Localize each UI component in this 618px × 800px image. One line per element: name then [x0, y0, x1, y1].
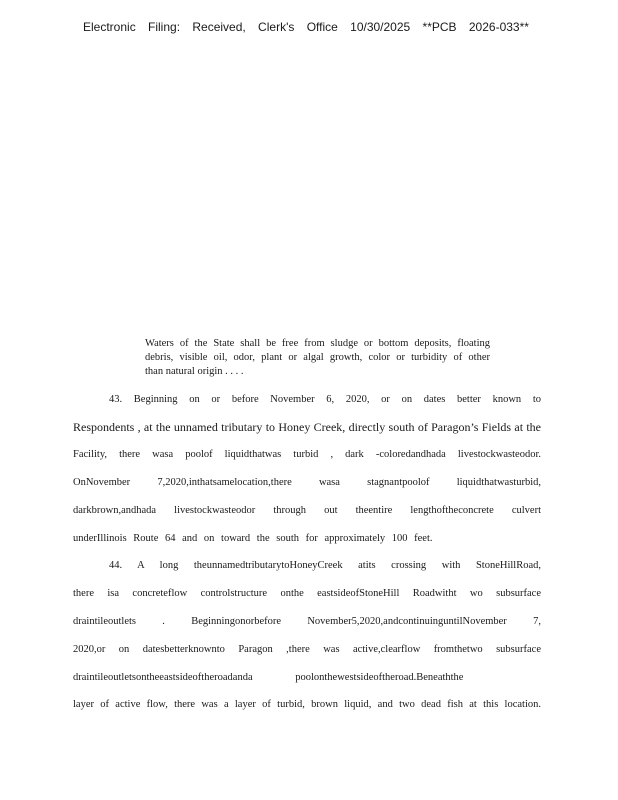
quote-line: Waters of the State shall be free from sludge or bottom deposits, floating	[145, 338, 490, 349]
paragraph-43-line: Respondents , at the unnamed tributary to Honey Creek, directly south of Paragon’s Fields at the	[73, 420, 541, 434]
paragraph-44-line: there isa concreteflow controlstructure onthe eastsideofStoneHill Roadwitht wo subsurface	[73, 588, 541, 599]
paragraph-43-line: underIllinois Route 64 and on toward the south for approximately 100 feet.	[73, 533, 433, 544]
paragraph-43-line: 43. Beginning on or before November 6, 2020, or on dates better known to	[109, 394, 541, 405]
paragraph-44-line: layer of active flow, there was a layer of turbid, brown liquid, and two dead fish at this location.	[73, 699, 541, 710]
regulation-block-quote	[145, 337, 490, 379]
electronic-filing-stamp: Electronic Filing: Received, Clerk's Office 10/30/2025 **PCB 2026-033**	[83, 20, 529, 34]
paragraph-44-line: draintileoutletsontheeastsideoftheroadanda poolonthewestsideoftheroad.Beneaththe	[73, 672, 464, 683]
paragraph-43-line: darkbrown,andhada livestockwasteodor through out theentire lengthoftheconcrete culvert	[73, 505, 541, 516]
paragraph-44-line: 2020,or on datesbetterknownto Paragon ,there was active,clearflow fromthetwo subsurface	[73, 644, 541, 655]
quote-line: than natural origin . . . .	[145, 366, 244, 377]
paragraph-44-line: 44. A long theunnamedtributarytoHoneyCreek atits crossing with StoneHillRoad,	[109, 560, 541, 571]
paragraph-43-line: OnNovember 7,2020,inthatsamelocation,there wasa stagnantpoolof liquidthatwasturbid,	[73, 477, 541, 488]
quote-line: debris, visible oil, odor, plant or algal growth, color or turbidity of other	[145, 352, 490, 363]
paragraph-43-line: Facility, there wasa poolof liquidthatwas turbid , dark -coloredandhada livestockwasteodor.	[73, 449, 541, 460]
paragraph-44-line: draintileoutlets . Beginningonorbefore November5,2020,andcontinuinguntilNovember 7,	[73, 616, 541, 627]
